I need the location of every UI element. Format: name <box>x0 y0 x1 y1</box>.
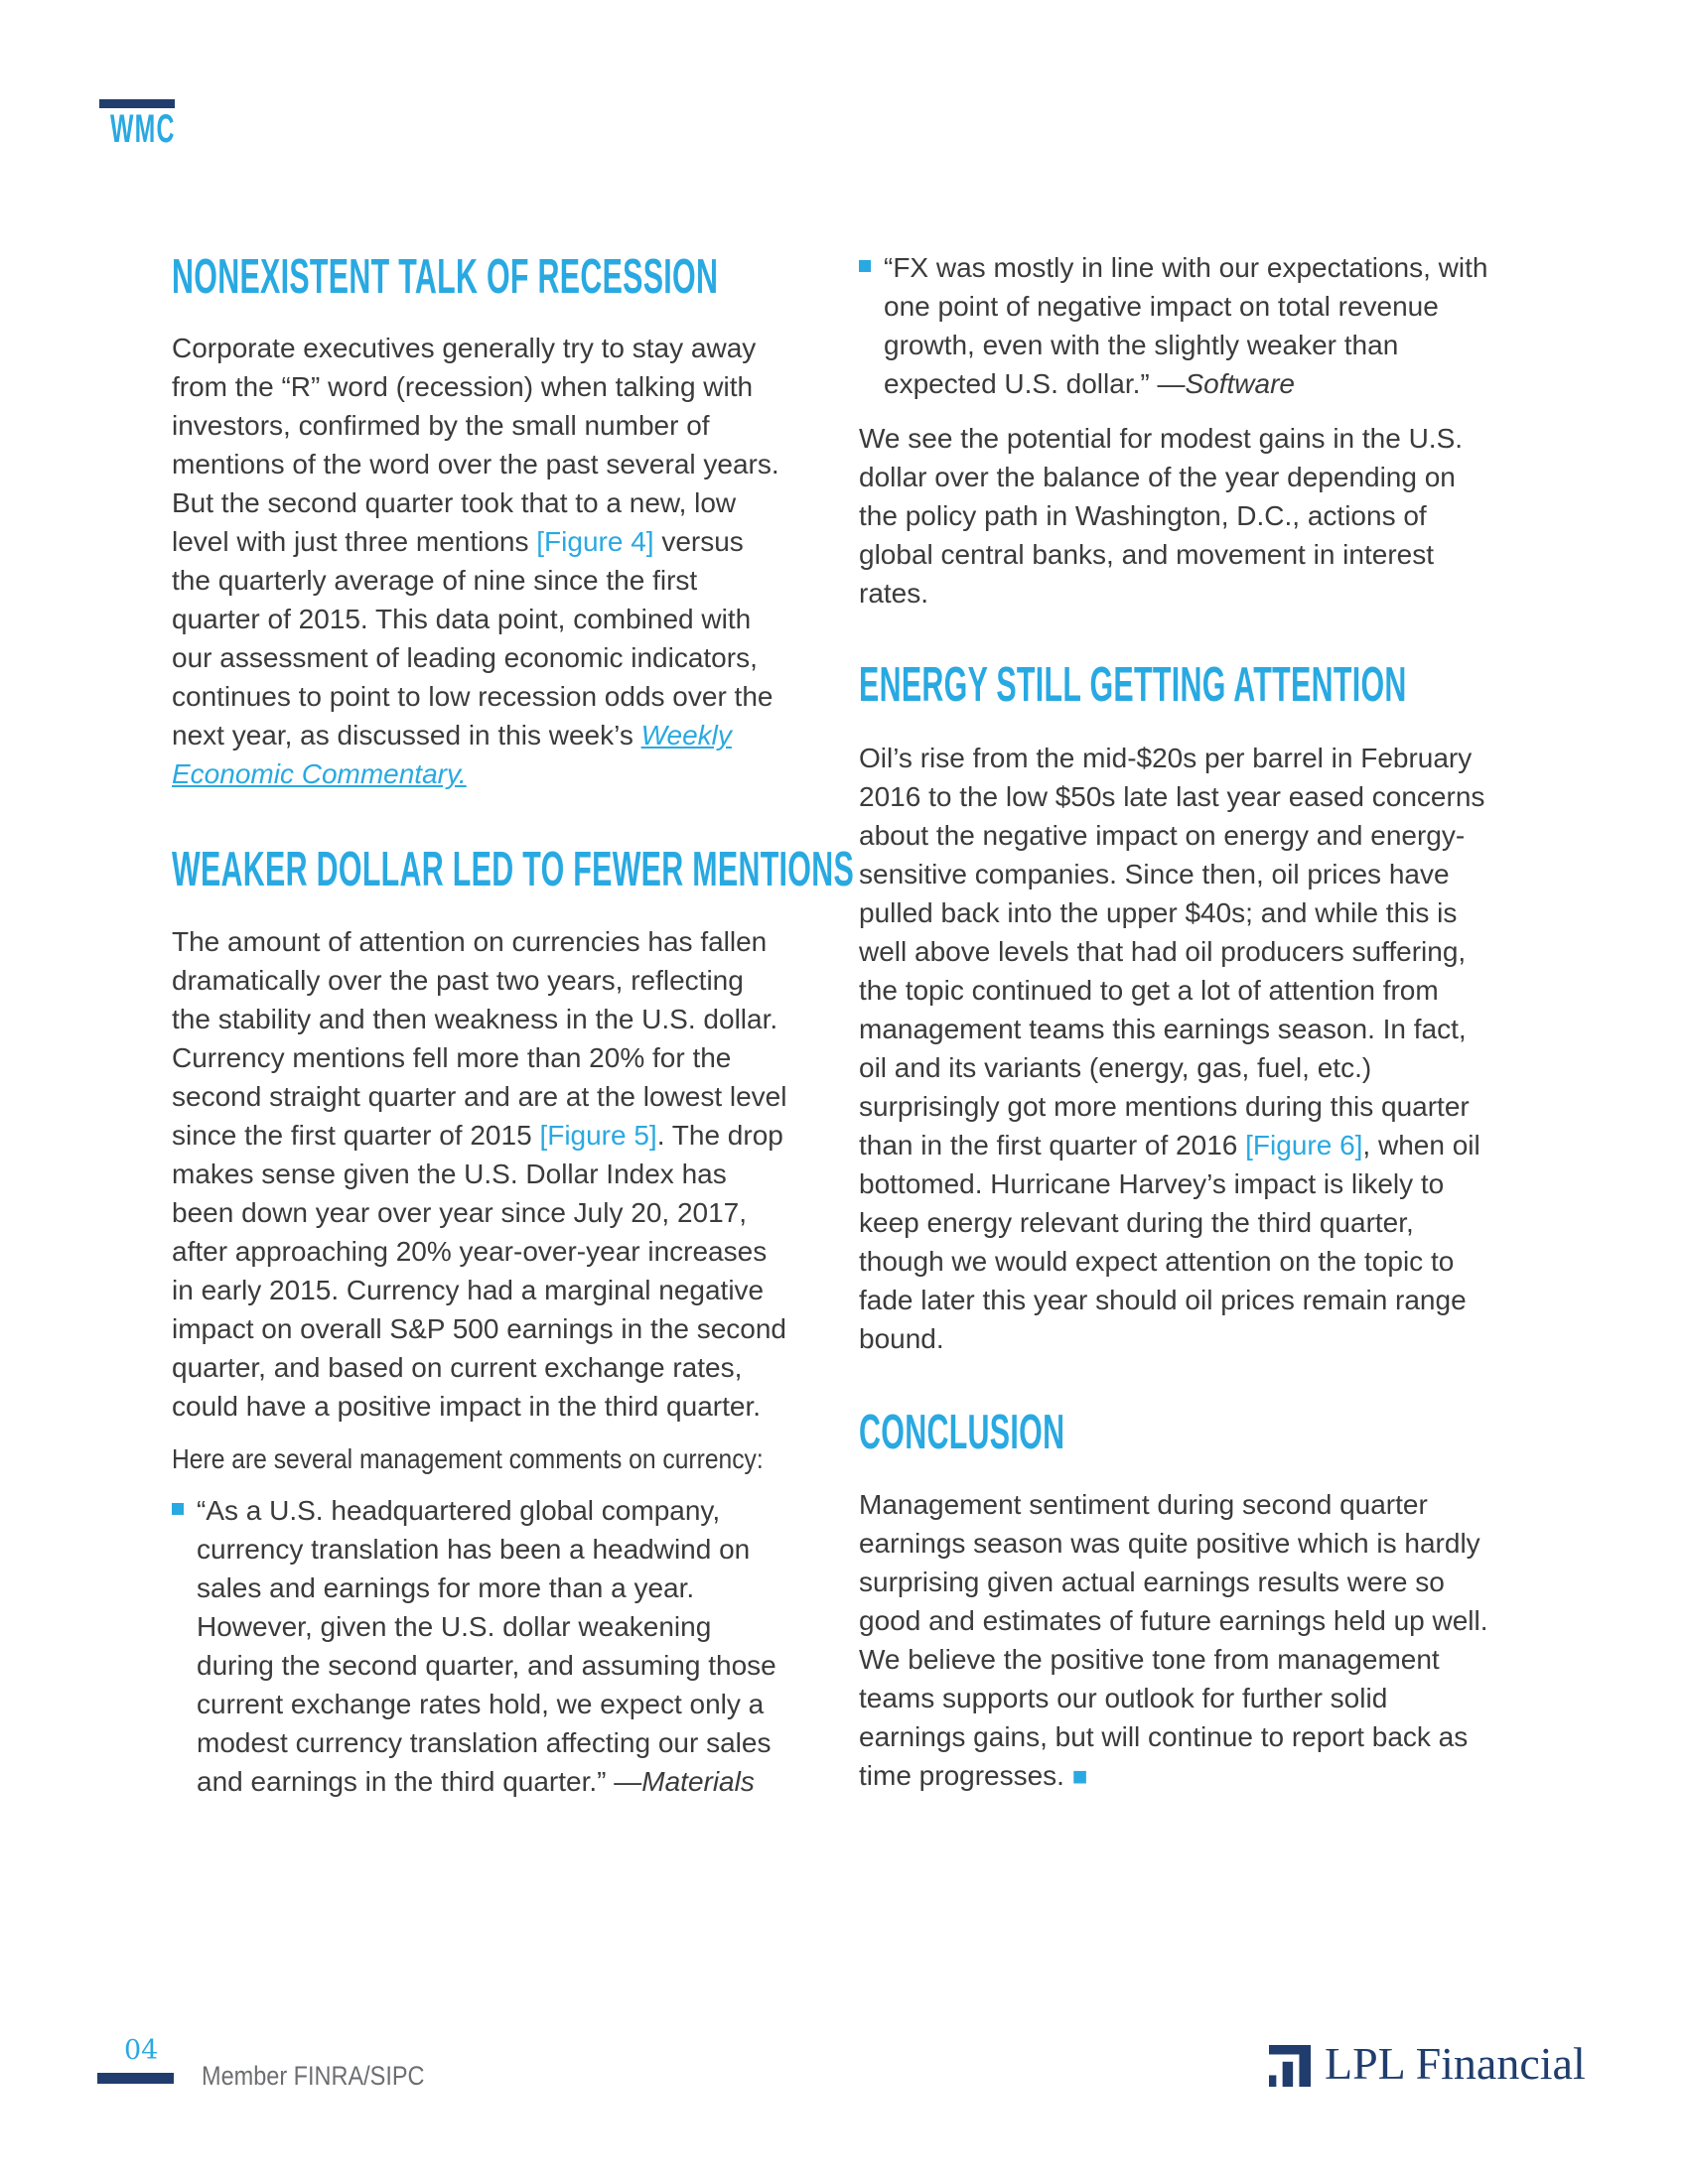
wmc-label: WMC <box>110 107 176 151</box>
heading-weaker-dollar: WEAKER DOLLAR LED TO FEWER MENTIONS <box>172 843 855 896</box>
lpl-financial-logo <box>1269 2038 1586 2091</box>
right-column <box>859 0 1494 1796</box>
text-segment: versus the quarterly average of nine since the first quarter of 2015. This data point, combined with our assessment of leading economic indicators, continues to point to low recession odds over the next year, as discussed in this week’s <box>172 526 774 751</box>
figure-6-reference[interactable]: [Figure 6] <box>1245 1130 1363 1160</box>
left-column <box>172 0 855 1801</box>
paragraph-recession <box>172 329 789 793</box>
currency-comments-intro: Here are several management comments on currency: <box>172 1443 764 1474</box>
end-of-article-square-icon: ■ <box>1071 1761 1088 1791</box>
figure-4-reference[interactable]: [Figure 4] <box>536 526 654 557</box>
quote-bullet-software <box>859 248 1494 403</box>
figure-5-reference[interactable]: [Figure 5] <box>539 1120 657 1151</box>
text-segment: “As a U.S. headquartered global company, currency translation has been a headwind on sales and earnings for more than a year. However, given the U.S. dollar weakening during the second quarter, and assuming those current exchange rates hold, we expect only a modest currency translation affecting our sales and earnings in the third quarter.” — <box>197 1495 776 1797</box>
paragraph-energy <box>859 739 1494 1358</box>
paragraph-currency <box>172 922 789 1426</box>
bullet-square-icon <box>859 260 871 272</box>
page-number: 04 <box>124 2035 159 2066</box>
text-segment: Oil’s rise from the mid-$20s per barrel in February 2016 to the low $50s late last year eased concerns about the negative impact on energy and energy-sensitive companies. Since then, oil prices have pulled back into the upper $40s; and while this is well above levels that had oil producers suffering, the topic continued to get a lot of attention from management teams this earnings season. In fact, oil and its variants (energy, gas, fuel, etc.) surprisingly got more mentions during this quarter than in the first quarter of 2016 <box>859 743 1485 1160</box>
heading-conclusion: CONCLUSION <box>859 1406 1065 1459</box>
text-segment: . The drop makes sense given the U.S. Dollar Index has been down year over year since July 20, 2017, after approaching 20% year-over-year increases in early 2015. Currency had a marginal negative impact on overall S&P 500 earnings in the second quarter, and based on current exchange rates, could have a positive impact in the third quarter. <box>172 1120 786 1422</box>
lpl-logo-text: LPL Financial <box>1325 2038 1586 2089</box>
text-segment: Corporate executives generally try to stay away from the “R” word (recession) when talking with investors, confirmed by the small number of mentions of the word over the past several years. But the second quarter took that to a new, low level with just three mentions <box>172 333 779 557</box>
paragraph-dollar-outlook: We see the potential for modest gains in the U.S. dollar over the balance of the year depending on the policy path in Washington, D.C., actions of global central banks, and movement in interest rates. <box>859 423 1464 609</box>
paragraph-conclusion <box>859 1485 1494 1796</box>
quote-text-materials <box>197 1491 789 1801</box>
lpl-logo-icon <box>1269 2045 1311 2087</box>
sector-attribution: Software <box>1185 368 1295 399</box>
text-segment: “FX was mostly in line with our expectations, with one point of negative impact on total revenue growth, even with the slightly weaker than expected U.S. dollar.” — <box>884 252 1488 399</box>
heading-energy: ENERGY STILL GETTING ATTENTION <box>859 658 1407 712</box>
text-segment: , when oil bottomed. Hurricane Harvey’s impact is likely to keep energy relevant during the third quarter, though we would expect attention on the topic to fade later this year should oil prices remain range bound. <box>859 1130 1480 1354</box>
member-finra-sipc-text: Member FINRA/SIPC <box>202 2061 425 2091</box>
bullet-square-icon <box>172 1503 184 1515</box>
quote-bullet-materials <box>172 1491 789 1801</box>
weekly-economic-commentary-link[interactable]: Weekly Economic Commentary. <box>172 720 732 789</box>
footer-bar <box>97 2073 174 2084</box>
text-segment: Management sentiment during second quarter earnings season was quite positive which is hardly surprising given actual earnings results were so good and estimates of future earnings held up well. We believe the positive tone from management teams supports our outlook for further solid earnings gains, but will continue to report back as time progresses. <box>859 1489 1488 1791</box>
sector-attribution: Materials <box>641 1766 755 1797</box>
text-segment: The amount of attention on currencies has fallen dramatically over the past two years, reflecting the stability and then weakness in the U.S. dollar. Currency mentions fell more than 20% for the second straight quarter and are at the lowest level since the first quarter of 2015 <box>172 926 787 1151</box>
heading-nonexistent-talk-of-recession: NONEXISTENT TALK OF RECESSION <box>172 250 719 304</box>
quote-text-software <box>884 248 1494 403</box>
